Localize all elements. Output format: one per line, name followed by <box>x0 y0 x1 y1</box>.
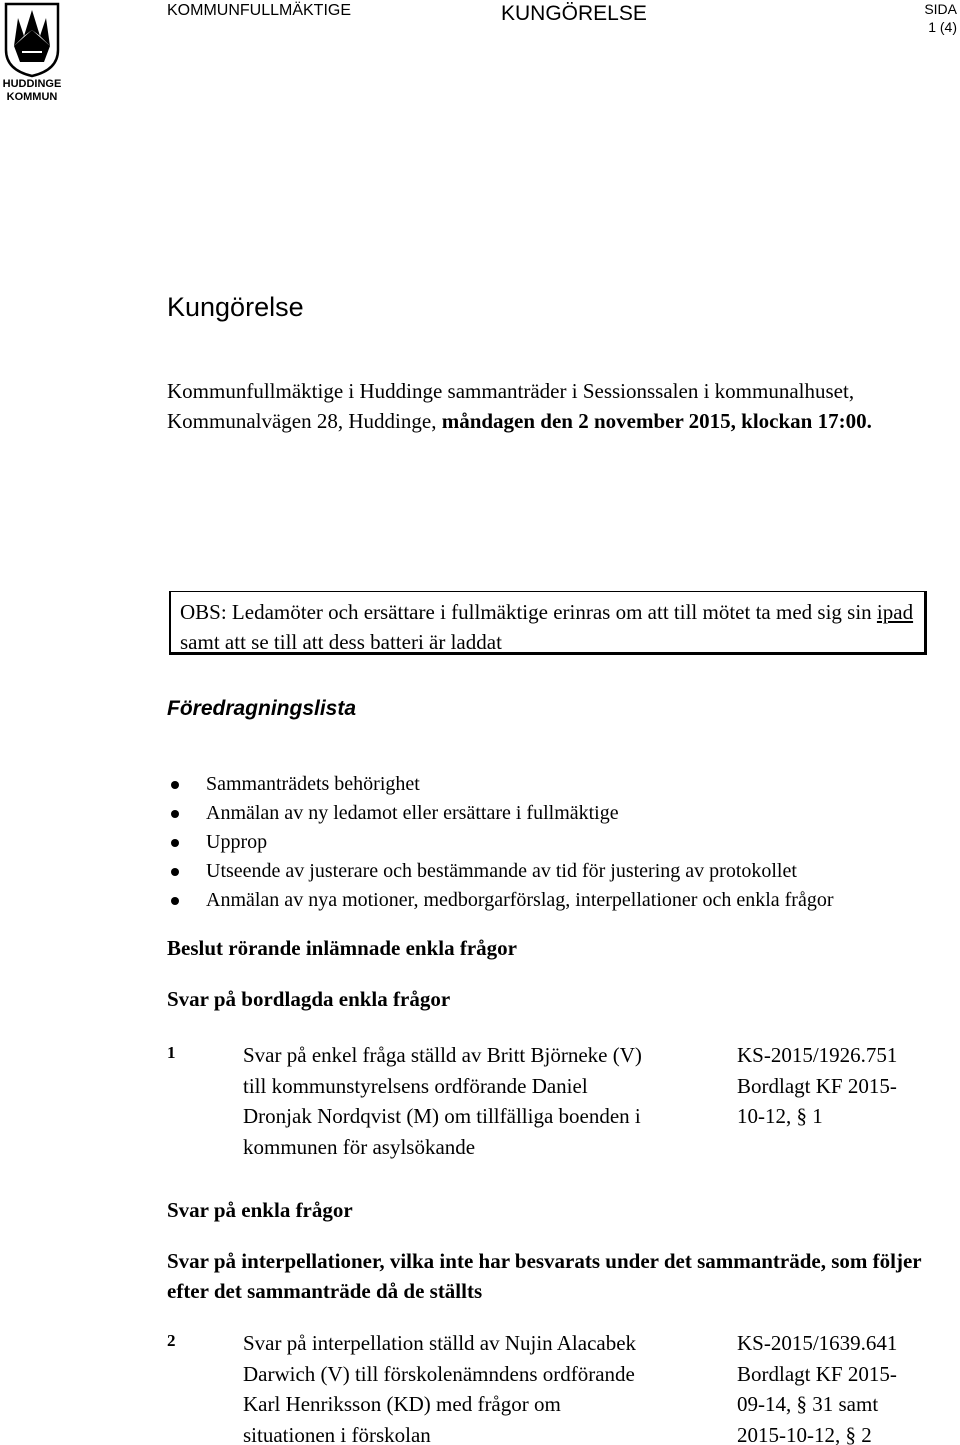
list-item-text: Utseende av justerare och bestämmande av tid för justering av protokollet <box>206 860 797 882</box>
item-description-line: Svar på interpellation ställd av Nujin Alacabek <box>243 1331 637 1355</box>
logo-shield-icon <box>4 2 60 78</box>
item-description-line: Karl Henriksson (KD) med frågor om <box>243 1392 561 1416</box>
item-reference-line: 10-12, § 1 <box>737 1104 823 1128</box>
list-item <box>167 770 834 799</box>
item-reference-line: KS-2015/1639.641 <box>737 1331 898 1355</box>
item-description-line: kommunen för asylsökande <box>243 1134 476 1159</box>
agenda-bullet-list <box>167 770 834 915</box>
item-reference-line: 09-14, § 31 samt <box>737 1392 879 1416</box>
item-reference-line: Bordlagt KF 2015- <box>737 1073 897 1098</box>
header-organ: KOMMUNFULLMÄKTIGE <box>167 2 352 19</box>
bullet-icon <box>171 839 179 847</box>
item-description-line: situationen i förskolan <box>243 1422 431 1445</box>
bullet-icon <box>171 897 179 905</box>
item-reference <box>737 1328 937 1445</box>
bullet-icon <box>171 781 179 789</box>
item-number: 1 <box>167 1043 176 1062</box>
section-heading-tabled-questions: Svar på bordlagda enkla frågor <box>167 987 451 1011</box>
section-heading-interpellations: Svar på interpellationer, vilka inte har besvarats under det sammanträde, som följer efter det sammanträde då de ställts <box>167 1249 922 1303</box>
item-reference <box>737 1040 937 1132</box>
header-doc-type: KUNGÖRELSE <box>501 2 647 25</box>
item-reference-line: Bordlagt KF 2015- <box>737 1361 897 1386</box>
list-item-text: Sammanträdets behörighet <box>206 773 420 795</box>
agenda-title: Föredragningslista <box>167 697 357 720</box>
huddinge-logo <box>0 0 64 108</box>
item-description-line: Dronjak Nordqvist (M) om tillfälliga boenden i <box>243 1104 641 1128</box>
bullet-icon <box>171 810 179 818</box>
bullet-icon <box>171 868 179 876</box>
obs-notice-box <box>169 591 927 655</box>
logo-text: HUDDINGE KOMMUN <box>2 78 62 103</box>
item-reference-line: 2015-10-12, § 2 <box>737 1422 872 1445</box>
obs-text-part-1: OBS: Ledamöter och ersättare i fullmäktige erinras om att till mötet ta med sig sin <box>180 600 877 624</box>
obs-text <box>180 597 925 657</box>
page-number: 1 (4) <box>928 19 957 35</box>
intro-text: Kommunfullmäktige i Huddinge sammanträder i Sessionssalen i kommunalhuset, Kommunalvägen 28, Huddinge, <box>167 379 855 433</box>
list-item <box>167 828 834 857</box>
section-heading-simple-questions: Svar på enkla frågor <box>167 1198 353 1222</box>
header-page-info <box>924 0 957 36</box>
page-title: Kungörelse <box>167 292 304 322</box>
list-item-text: Anmälan av ny ledamot eller ersättare i fullmäktige <box>206 802 619 824</box>
obs-text-part-2: samt att se till att dess batteri är laddat <box>180 630 502 654</box>
item-reference-line: KS-2015/1926.751 <box>737 1043 898 1067</box>
item-description-line: Svar på enkel fråga ställd av Britt Björneke (V) <box>243 1043 642 1067</box>
item-description <box>243 1040 713 1162</box>
list-item <box>167 886 834 915</box>
item-number: 2 <box>167 1331 176 1350</box>
list-item-text: Upprop <box>206 831 268 853</box>
item-description-line: till kommunstyrelsens ordförande Daniel <box>243 1073 588 1098</box>
list-item-text: Anmälan av nya motioner, medborgarförslag, interpellationer och enkla frågor <box>206 889 834 911</box>
item-description-line: Darwich (V) till förskolenämndens ordförande <box>243 1361 635 1386</box>
intro-paragraph <box>167 376 937 436</box>
section-heading-decisions: Beslut rörande inlämnade enkla frågor <box>167 936 517 960</box>
obs-underlined-word: ipad <box>876 600 914 624</box>
list-item <box>167 857 834 886</box>
intro-date-time: måndagen den 2 november 2015, klockan 17:00. <box>441 409 872 433</box>
list-item <box>167 799 834 828</box>
item-description <box>243 1328 713 1445</box>
page-label: SIDA <box>924 1 957 17</box>
